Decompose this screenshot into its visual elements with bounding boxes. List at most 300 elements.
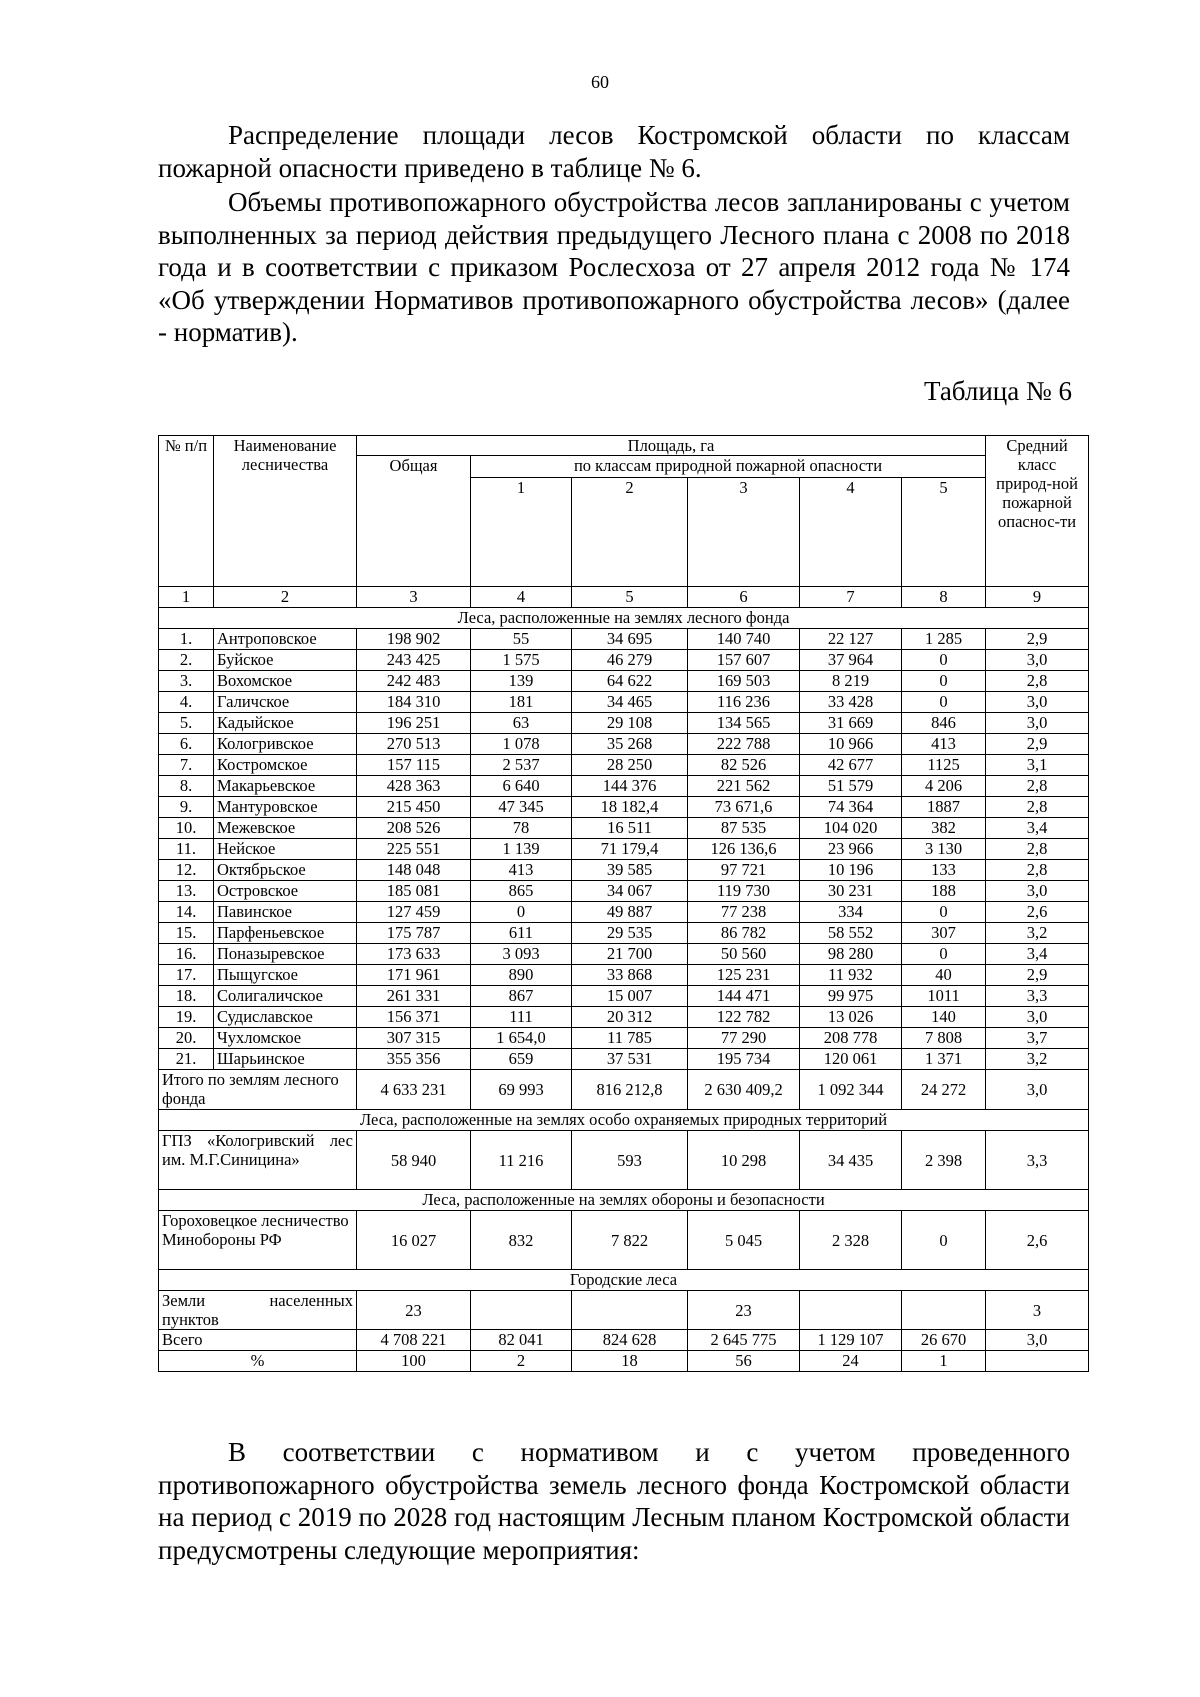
- table-cell: 73 671,6: [688, 797, 800, 818]
- table-cell: 181: [471, 692, 572, 713]
- table-cell: 21 700: [572, 944, 688, 965]
- table-cell: 1 575: [471, 650, 572, 671]
- table-row: [159, 944, 1089, 965]
- forestry-name: Межевское: [214, 818, 357, 839]
- table-cell: 30 231: [800, 881, 902, 902]
- defense-row-label: Гороховецкое лесничество Минобороны РФ: [159, 1211, 357, 1270]
- table-cell: 24: [800, 1351, 902, 1372]
- table-cell: 58 552: [800, 923, 902, 944]
- table-cell: [902, 1291, 986, 1330]
- table-cell: 125 231: [688, 965, 800, 986]
- forestry-name: Мантуровское: [214, 797, 357, 818]
- table-cell: 15 007: [572, 986, 688, 1007]
- column-number: 7: [800, 587, 902, 608]
- table-cell: 196 251: [357, 713, 471, 734]
- table-cell: 270 513: [357, 734, 471, 755]
- subtotal-row-label: Итого по землям лесного фонда: [159, 1070, 357, 1110]
- table-cell: 126 136,6: [688, 839, 800, 860]
- column-number: 2: [214, 587, 357, 608]
- table-cell: 867: [471, 986, 572, 1007]
- table-cell: 17.: [159, 965, 214, 986]
- column-number: 9: [986, 587, 1089, 608]
- table-cell: 0: [902, 1211, 986, 1270]
- forestry-name: Галичское: [214, 692, 357, 713]
- table-row: [159, 860, 1089, 881]
- table-cell: 1: [902, 1351, 986, 1372]
- table-cell: 1 078: [471, 734, 572, 755]
- table-row: [159, 734, 1089, 755]
- table-cell: 2 398: [902, 1131, 986, 1190]
- table-row: [159, 671, 1089, 692]
- table-cell: 7 822: [572, 1211, 688, 1270]
- table-cell: 157 115: [357, 755, 471, 776]
- section-title: Леса, расположенные на землях особо охраняемых природных территорий: [159, 1110, 1089, 1131]
- table-cell: [800, 1291, 902, 1330]
- table-cell: 9.: [159, 797, 214, 818]
- table-row: [159, 1007, 1089, 1028]
- table-cell: 2,9: [986, 734, 1089, 755]
- table-cell: 208 778: [800, 1028, 902, 1049]
- paragraph-intro: Распределение площади лесов Костромской области по классам пожарной опасности приведено в таблице № 6.: [158, 120, 1070, 183]
- table-cell: 139: [471, 671, 572, 692]
- table-cell: 2: [471, 1351, 572, 1372]
- header-class-1: 1: [471, 478, 572, 587]
- table-cell: 51 579: [800, 776, 902, 797]
- table-cell: 144 376: [572, 776, 688, 797]
- table-cell: 173 633: [357, 944, 471, 965]
- column-number: 1: [159, 587, 214, 608]
- header-name: Наименование лесничества: [214, 436, 357, 587]
- table-cell: 34 435: [800, 1131, 902, 1190]
- forestry-name: Солигаличское: [214, 986, 357, 1007]
- table-cell: 5.: [159, 713, 214, 734]
- table-row: [159, 839, 1089, 860]
- table-cell: 82 526: [688, 755, 800, 776]
- table-cell: 659: [471, 1049, 572, 1070]
- table-cell: 42 677: [800, 755, 902, 776]
- table-cell: 169 503: [688, 671, 800, 692]
- table-cell: 22 127: [800, 629, 902, 650]
- table-cell: 37 531: [572, 1049, 688, 1070]
- table-row: [159, 965, 1089, 986]
- table-cell: 29 535: [572, 923, 688, 944]
- page-number: 60: [591, 72, 609, 92]
- table-row: [159, 755, 1089, 776]
- table-cell: 2.: [159, 650, 214, 671]
- table-cell: 98 280: [800, 944, 902, 965]
- table-cell: 1 092 344: [800, 1070, 902, 1110]
- table-cell: 77 290: [688, 1028, 800, 1049]
- table-cell: 34 465: [572, 692, 688, 713]
- table-cell: 1 139: [471, 839, 572, 860]
- table-cell: 120 061: [800, 1049, 902, 1070]
- table-cell: 3,3: [986, 1131, 1089, 1190]
- table-cell: 104 020: [800, 818, 902, 839]
- table-cell: 71 179,4: [572, 839, 688, 860]
- table-cell: 188: [902, 881, 986, 902]
- column-number: 8: [902, 587, 986, 608]
- table-cell: 16 027: [357, 1211, 471, 1270]
- table-cell: 11 932: [800, 965, 902, 986]
- table-cell: 4 206: [902, 776, 986, 797]
- table-cell: [572, 1291, 688, 1330]
- table-cell: 24 272: [902, 1070, 986, 1110]
- table-cell: 55: [471, 629, 572, 650]
- table-cell: 413: [902, 734, 986, 755]
- table-cell: 0: [902, 692, 986, 713]
- table-cell: 11 785: [572, 1028, 688, 1049]
- section-header: [159, 1270, 1089, 1291]
- table-row: [159, 902, 1089, 923]
- table-cell: 1 371: [902, 1049, 986, 1070]
- table-cell: 10.: [159, 818, 214, 839]
- table-cell: 3 130: [902, 839, 986, 860]
- table-cell: 6 640: [471, 776, 572, 797]
- table-cell: 8.: [159, 776, 214, 797]
- table-row: [159, 713, 1089, 734]
- table-cell: 47 345: [471, 797, 572, 818]
- table-cell: 890: [471, 965, 572, 986]
- header-class-2: 2: [572, 478, 688, 587]
- table-cell: 16 511: [572, 818, 688, 839]
- forestry-name: Поназыревское: [214, 944, 357, 965]
- table-cell: 0: [902, 944, 986, 965]
- table-cell: 11.: [159, 839, 214, 860]
- table-cell: 184 310: [357, 692, 471, 713]
- table-cell: 593: [572, 1131, 688, 1190]
- header-area: Площадь, га: [357, 436, 986, 456]
- table-row: [159, 881, 1089, 902]
- table-cell: 31 669: [800, 713, 902, 734]
- table-cell: 2,8: [986, 797, 1089, 818]
- table-cell: 195 734: [688, 1049, 800, 1070]
- table-cell: 74 364: [800, 797, 902, 818]
- table-cell: 37 964: [800, 650, 902, 671]
- table-cell: 3: [986, 1291, 1089, 1330]
- table-cell: 3,0: [986, 881, 1089, 902]
- table-cell: 3,2: [986, 923, 1089, 944]
- table-cell: 140: [902, 1007, 986, 1028]
- paragraph-volumes: Объемы противопожарного обустройства лесов запланированы с учетом выполненных за период действия предыдущего Лесного плана с 2008 по 2018 года и в соответствии с приказом Рослесхоза от 27 апреля 2012 года № 174 «Об утверждении Нормативов противопожарного обустройства лесов» (далее - норматив).: [158, 187, 1070, 347]
- table-cell: 100: [357, 1351, 471, 1372]
- forestry-name: Нейское: [214, 839, 357, 860]
- forestry-name: Павинское: [214, 902, 357, 923]
- column-number: 5: [572, 587, 688, 608]
- table-cell: 2,8: [986, 860, 1089, 881]
- table-cell: 23 966: [800, 839, 902, 860]
- protected-area-row: [159, 1131, 1089, 1190]
- table-cell: 49 887: [572, 902, 688, 923]
- table-cell: 82 041: [471, 1330, 572, 1351]
- table-cell: 3,7: [986, 1028, 1089, 1049]
- forestry-name: Чухломское: [214, 1028, 357, 1049]
- table-cell: 148 048: [357, 860, 471, 881]
- table-row: [159, 776, 1089, 797]
- protected-area-row-label: ГПЗ «Кологривский лес им. М.Г.Синицина»: [159, 1131, 357, 1190]
- table-cell: 2 537: [471, 755, 572, 776]
- table-cell: 99 975: [800, 986, 902, 1007]
- table-cell: 2,9: [986, 965, 1089, 986]
- table-cell: 46 279: [572, 650, 688, 671]
- table-cell: 20.: [159, 1028, 214, 1049]
- table-cell: 846: [902, 713, 986, 734]
- table-cell: 157 607: [688, 650, 800, 671]
- total-row: [159, 1330, 1089, 1351]
- forestry-name: Шарьинское: [214, 1049, 357, 1070]
- table-cell: 11 216: [471, 1131, 572, 1190]
- table-cell: 2 328: [800, 1211, 902, 1270]
- table-cell: 413: [471, 860, 572, 881]
- table-row: [159, 797, 1089, 818]
- table-cell: 8 219: [800, 671, 902, 692]
- table-cell: 26 670: [902, 1330, 986, 1351]
- forestry-name: Кадыйское: [214, 713, 357, 734]
- table-row: [159, 692, 1089, 713]
- table-cell: 69 993: [471, 1070, 572, 1110]
- table-cell: 127 459: [357, 902, 471, 923]
- section-title: Городские леса: [159, 1270, 1089, 1291]
- table-cell: 0: [471, 902, 572, 923]
- table-row: [159, 650, 1089, 671]
- table-cell: 50 560: [688, 944, 800, 965]
- table-cell: 78: [471, 818, 572, 839]
- city-forests-row-label: Земли населенных пунктов: [159, 1291, 357, 1330]
- table-cell: 428 363: [357, 776, 471, 797]
- table-cell: 58 940: [357, 1131, 471, 1190]
- table-cell: 14.: [159, 902, 214, 923]
- subtotal-row: [159, 1070, 1089, 1110]
- table-cell: 122 782: [688, 1007, 800, 1028]
- table-cell: 1.: [159, 629, 214, 650]
- forestry-name: Островское: [214, 881, 357, 902]
- table-cell: 355 356: [357, 1049, 471, 1070]
- table-cell: 382: [902, 818, 986, 839]
- table-cell: 7.: [159, 755, 214, 776]
- table-cell: 64 622: [572, 671, 688, 692]
- table-cell: 175 787: [357, 923, 471, 944]
- table-row: [159, 986, 1089, 1007]
- column-number: 4: [471, 587, 572, 608]
- table-cell: 816 212,8: [572, 1070, 688, 1110]
- table-cell: 119 730: [688, 881, 800, 902]
- table-cell: 28 250: [572, 755, 688, 776]
- column-number: 3: [357, 587, 471, 608]
- forestry-name: Макарьевское: [214, 776, 357, 797]
- table-cell: 2 645 775: [688, 1330, 800, 1351]
- total-label: Всего: [159, 1330, 357, 1351]
- table-cell: 39 585: [572, 860, 688, 881]
- table-cell: 4 708 221: [357, 1330, 471, 1351]
- section-header: [159, 1110, 1089, 1131]
- table-cell: 1 129 107: [800, 1330, 902, 1351]
- forestry-name: Буйское: [214, 650, 357, 671]
- forestry-name: Октябрьское: [214, 860, 357, 881]
- table-cell: 33 868: [572, 965, 688, 986]
- table-cell: 1887: [902, 797, 986, 818]
- table-cell: 2,6: [986, 1211, 1089, 1270]
- table-cell: 185 081: [357, 881, 471, 902]
- table-cell: 156 371: [357, 1007, 471, 1028]
- table-cell: 3 093: [471, 944, 572, 965]
- header-class-5: 5: [902, 478, 986, 587]
- table-cell: 13.: [159, 881, 214, 902]
- table-cell: 3,0: [986, 692, 1089, 713]
- table-cell: 3,0: [986, 1330, 1089, 1351]
- forestry-name: Антроповское: [214, 629, 357, 650]
- table-cell: 242 483: [357, 671, 471, 692]
- table-cell: 198 902: [357, 629, 471, 650]
- forestry-name: Судиславское: [214, 1007, 357, 1028]
- table-cell: 33 428: [800, 692, 902, 713]
- table-cell: 2,8: [986, 671, 1089, 692]
- table-cell: 215 450: [357, 797, 471, 818]
- table-cell: 116 236: [688, 692, 800, 713]
- table-cell: 87 535: [688, 818, 800, 839]
- header-row-1: [159, 436, 1089, 456]
- table-cell: 133: [902, 860, 986, 881]
- table-cell: 18.: [159, 986, 214, 1007]
- percent-row: [159, 1351, 1089, 1372]
- table-cell: 35 268: [572, 734, 688, 755]
- table-cell: 3,0: [986, 713, 1089, 734]
- fire-danger-table: [158, 435, 1089, 1372]
- table-cell: 6.: [159, 734, 214, 755]
- section-title: Леса, расположенные на землях лесного фонда: [159, 608, 1089, 629]
- forestry-name: Пыщугское: [214, 965, 357, 986]
- table-cell: 10 966: [800, 734, 902, 755]
- table-cell: 3,4: [986, 818, 1089, 839]
- table-cell: 18 182,4: [572, 797, 688, 818]
- table-cell: 4 633 231: [357, 1070, 471, 1110]
- table-cell: 261 331: [357, 986, 471, 1007]
- table-cell: 23: [688, 1291, 800, 1330]
- header-total: Общая: [357, 456, 471, 587]
- table-cell: 86 782: [688, 923, 800, 944]
- forestry-name: Вохомское: [214, 671, 357, 692]
- paragraph-measures: В соответствии с нормативом и с учетом проведенного противопожарного обустройства земель лесного фонда Костромской области на период с 2019 по 2028 год настоящим Лесным планом Костромской области предусмотрены следующие мероприятия:: [158, 1437, 1070, 1565]
- table-row: [159, 818, 1089, 839]
- table-cell: 832: [471, 1211, 572, 1270]
- section-header: [159, 1190, 1089, 1211]
- table-cell: 21.: [159, 1049, 214, 1070]
- table-row: [159, 1028, 1089, 1049]
- table-cell: 2,8: [986, 776, 1089, 797]
- table-cell: 12.: [159, 860, 214, 881]
- column-numbers-row: [159, 587, 1089, 608]
- table-cell: 2,8: [986, 839, 1089, 860]
- table-cell: 1 285: [902, 629, 986, 650]
- table-cell: 3,3: [986, 986, 1089, 1007]
- table-cell: 3,2: [986, 1049, 1089, 1070]
- table-cell: 243 425: [357, 650, 471, 671]
- section-header: [159, 608, 1089, 629]
- table-cell: 611: [471, 923, 572, 944]
- table-cell: 34 067: [572, 881, 688, 902]
- table-cell: 307: [902, 923, 986, 944]
- table-cell: 15.: [159, 923, 214, 944]
- table-cell: 3,0: [986, 1070, 1089, 1110]
- table-cell: [471, 1291, 572, 1330]
- table-cell: 0: [902, 902, 986, 923]
- city-forests-row: [159, 1291, 1089, 1330]
- table-cell: 23: [357, 1291, 471, 1330]
- table-cell: 18: [572, 1351, 688, 1372]
- table-row: [159, 629, 1089, 650]
- table-cell: 225 551: [357, 839, 471, 860]
- table-cell: 3,0: [986, 650, 1089, 671]
- table-cell: 334: [800, 902, 902, 923]
- table-cell: 56: [688, 1351, 800, 1372]
- table-cell: 1011: [902, 986, 986, 1007]
- forestry-name: Костромское: [214, 755, 357, 776]
- table-cell: 97 721: [688, 860, 800, 881]
- header-class-4: 4: [800, 478, 902, 587]
- table-cell: 34 695: [572, 629, 688, 650]
- table-cell: 0: [902, 671, 986, 692]
- table-row: [159, 1049, 1089, 1070]
- table-caption: Таблица № 6: [924, 376, 1072, 406]
- table-cell: 307 315: [357, 1028, 471, 1049]
- table-cell: 1 654,0: [471, 1028, 572, 1049]
- table-cell: 16.: [159, 944, 214, 965]
- table-cell: 5 045: [688, 1211, 800, 1270]
- header-by-class: по классам природной пожарной опасности: [471, 456, 986, 478]
- table-cell: 0: [902, 650, 986, 671]
- table-cell: 2,6: [986, 902, 1089, 923]
- table-cell: 134 565: [688, 713, 800, 734]
- header-num: № п/п: [159, 436, 214, 587]
- table-cell: 13 026: [800, 1007, 902, 1028]
- table-cell: 2 630 409,2: [688, 1070, 800, 1110]
- table-cell: 77 238: [688, 902, 800, 923]
- table-cell: 3.: [159, 671, 214, 692]
- table-cell: 824 628: [572, 1330, 688, 1351]
- table-cell: 222 788: [688, 734, 800, 755]
- table-cell: 40: [902, 965, 986, 986]
- table-cell: 865: [471, 881, 572, 902]
- table-cell: 140 740: [688, 629, 800, 650]
- table-cell: [986, 1351, 1089, 1372]
- table-row: [159, 923, 1089, 944]
- table-cell: 3,1: [986, 755, 1089, 776]
- table-cell: 2,9: [986, 629, 1089, 650]
- table-cell: 3,0: [986, 1007, 1089, 1028]
- table-cell: 171 961: [357, 965, 471, 986]
- forestry-name: Парфеньевское: [214, 923, 357, 944]
- table-cell: 29 108: [572, 713, 688, 734]
- header-class-3: 3: [688, 478, 800, 587]
- table-cell: 1125: [902, 755, 986, 776]
- table-cell: 4.: [159, 692, 214, 713]
- forestry-name: Кологривское: [214, 734, 357, 755]
- defense-row: [159, 1211, 1089, 1270]
- table-cell: 19.: [159, 1007, 214, 1028]
- table-cell: 3,4: [986, 944, 1089, 965]
- header-avg-class: Средний класс природ-ной пожарной опаснос-ти: [986, 436, 1089, 587]
- section-title: Леса, расположенные на землях обороны и безопасности: [159, 1190, 1089, 1211]
- percent-label: %: [159, 1351, 357, 1372]
- table-cell: 10 196: [800, 860, 902, 881]
- table-cell: 20 312: [572, 1007, 688, 1028]
- table-cell: 144 471: [688, 986, 800, 1007]
- table-cell: 221 562: [688, 776, 800, 797]
- table-cell: 7 808: [902, 1028, 986, 1049]
- table-cell: 208 526: [357, 818, 471, 839]
- table-cell: 111: [471, 1007, 572, 1028]
- table-cell: 10 298: [688, 1131, 800, 1190]
- column-number: 6: [688, 587, 800, 608]
- table-cell: 63: [471, 713, 572, 734]
